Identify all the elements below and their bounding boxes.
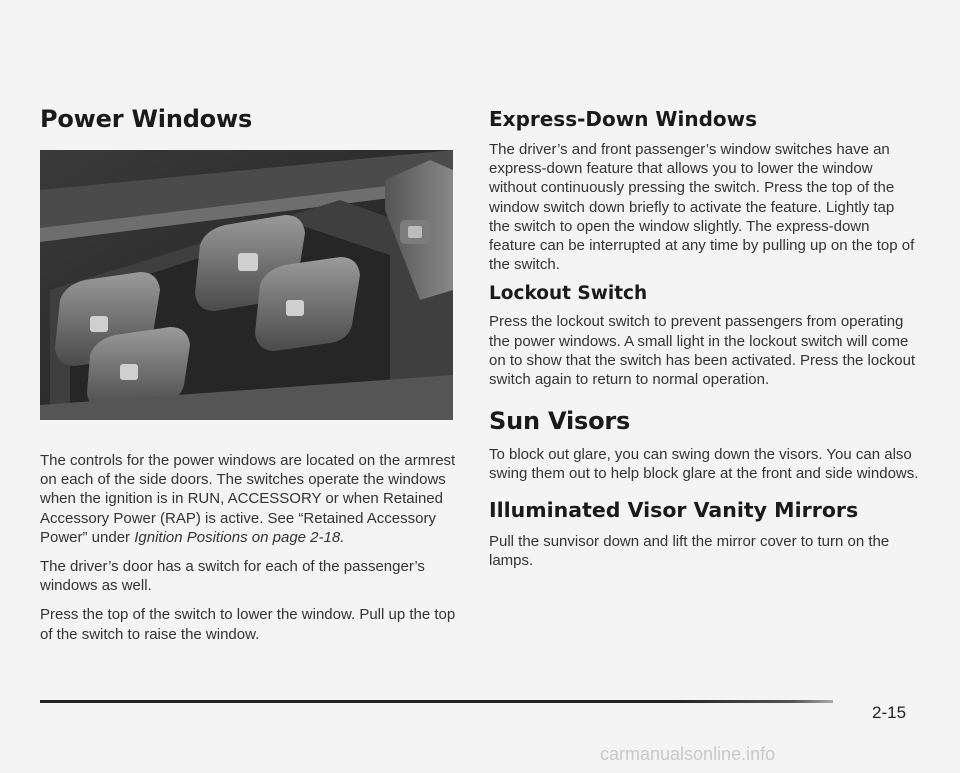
ignition-positions-reference: Ignition Positions on page 2-18. — [134, 528, 345, 546]
switch-panel-illustration — [40, 150, 453, 420]
window-switch — [255, 257, 360, 351]
press-switch-paragraph: Press the top of the switch to lower the window. Pull up the top of the switch to raise the window. — [40, 606, 456, 643]
sun-visors-heading: Sun Visors — [489, 407, 631, 436]
sun-visors-text: To block out glare, you can swing down the visors. You can also swing them out to help block glare at the front and side windows. — [489, 446, 919, 483]
express-down-heading: Express-Down Windows — [489, 107, 758, 131]
watermark: carmanualsonline.info — [600, 744, 776, 764]
vanity-mirrors-text: Pull the sunvisor down and lift the mirror cover to turn on the lamps. — [489, 532, 890, 569]
vanity-mirrors-heading: Illuminated Visor Vanity Mirrors — [489, 497, 859, 522]
footer-rule — [40, 700, 833, 703]
controls-paragraph — [40, 451, 460, 547]
drivers-door-paragraph: The driver’s door has a switch for each of the passenger’s windows as well. — [40, 558, 425, 595]
express-down-text: The driver’s and front passenger’s window switches have an express-down feature that allows you to lower the window without continuously pressing the switch. Press the top of the window switch down briefly to activate the feature. Lightly tap the switch to open the window slightly. The express-down feature can be interrupted at any time by pulling up on the top of the switch. — [489, 141, 915, 274]
left-text — [40, 451, 460, 644]
page-number: 2-15 — [872, 703, 907, 722]
lockout-switch-text: Press the lockout switch to prevent passengers from operating the power windows. A small light in the lockout switch will come on to show that the switch has been activated. Press the lockout switch again to return to normal operation. — [489, 313, 916, 389]
power-windows-heading: Power Windows — [40, 105, 253, 133]
lockout-switch-heading: Lockout Switch — [489, 283, 648, 305]
controls-text: The controls for the power windows are located on the armrest on each of the side doors. The switches operate the windows when the ignition is in RUN, ACCESSORY or when Retained Accessory Power (RAP) is active. See “Retained Accessory Power” under — [40, 452, 456, 546]
power-window-switches-photo — [40, 150, 453, 420]
left-column — [40, 105, 455, 133]
right-column — [489, 107, 919, 570]
